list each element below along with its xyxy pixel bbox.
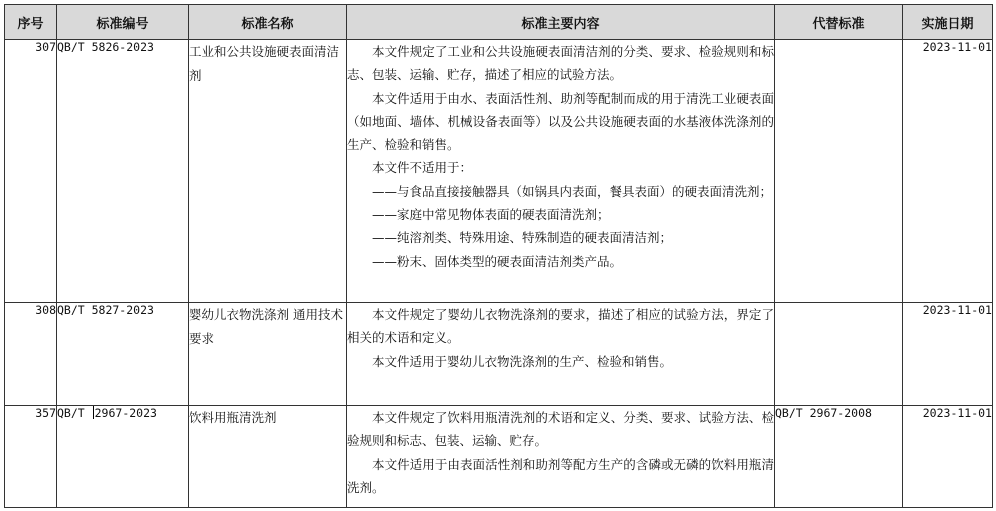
- header-effective-date: 实施日期: [903, 5, 993, 40]
- table-row: [5, 303, 993, 406]
- replaces-cell: [775, 40, 903, 303]
- effective-date-cell: 2023-11-01: [903, 40, 993, 303]
- serial-cell: 308: [5, 303, 57, 406]
- content-paragraph: 本文件规定了婴幼儿衣物洗涤剂的要求，描述了相应的试验方法，界定了相关的术语和定义。: [347, 307, 774, 346]
- standard-name-cell: 饮料用瓶清洗剂: [189, 406, 347, 508]
- standard-code-cell: QB/T 5827-2023: [57, 303, 189, 406]
- content-paragraph: 本文件适用于由水、表面活性剂、助剂等配制而成的用于清洗工业硬表面（如地面、墙体、机械设备表面等）以及公共设施硬表面的水基液体洗涤剂的生产、检验和销售。: [347, 90, 774, 153]
- header-main-content: 标准主要内容: [347, 5, 775, 40]
- text-cursor: [93, 406, 94, 419]
- header-serial: 序号: [5, 5, 57, 40]
- content-paragraph: 本文件规定了饮料用瓶清洗剂的术语和定义、分类、要求、试验方法、检验规则和标志、包装、运输、贮存。: [347, 410, 774, 449]
- table-row: [5, 40, 993, 303]
- standard-name-cell: 工业和公共设施硬表面清洁剂: [189, 40, 347, 303]
- replaces-cell: QB/T 2967-2008: [775, 406, 903, 508]
- standard-name-cell: 婴幼儿衣物洗涤剂 通用技术要求: [189, 303, 347, 406]
- content-paragraph: ——粉末、固体类型的硬表面清洁剂类产品。: [372, 253, 623, 269]
- standard-code-cell: QB/T 5826-2023: [57, 40, 189, 303]
- header-replaces: 代替标准: [775, 5, 903, 40]
- main-content-cell: [347, 406, 775, 508]
- serial-cell: 357: [5, 406, 57, 508]
- standards-table: [4, 4, 993, 508]
- content-paragraph: ——家庭中常见物体表面的硬表面清洗剂；: [372, 207, 610, 223]
- main-content-cell: [347, 303, 775, 406]
- replaces-cell: [775, 303, 903, 406]
- content-paragraph: 本文件适用于婴幼儿衣物洗涤剂的生产、检验和销售。: [372, 353, 673, 369]
- main-content-cell: [347, 40, 775, 303]
- content-paragraph: ——与食品直接接触器具（如锅具内表面，餐具表面）的硬表面清洗剂；: [372, 183, 773, 199]
- header-row: [5, 5, 993, 40]
- code-prefix: QB/T: [57, 406, 92, 420]
- content-paragraph: 本文件适用于由表面活性剂和助剂等配方生产的含磷或无磷的饮料用瓶清洗剂。: [347, 456, 774, 495]
- content-paragraph: 本文件不适用于：: [372, 160, 473, 176]
- serial-cell: 307: [5, 40, 57, 303]
- table-row: [5, 406, 993, 508]
- header-standard-name: 标准名称: [189, 5, 347, 40]
- content-paragraph: 本文件规定了工业和公共设施硬表面清洁剂的分类、要求、检验规则和标志、包装、运输、贮存，描述了相应的试验方法。: [347, 44, 774, 83]
- code-suffix: 2967-2023: [94, 406, 157, 420]
- header-standard-code: 标准编号: [57, 5, 189, 40]
- standard-code-cell[interactable]: [57, 406, 189, 508]
- effective-date-cell: 2023-11-01: [903, 303, 993, 406]
- effective-date-cell: 2023-11-01: [903, 406, 993, 508]
- content-paragraph: ——纯溶剂类、特殊用途、特殊制造的硬表面清洁剂；: [372, 230, 673, 246]
